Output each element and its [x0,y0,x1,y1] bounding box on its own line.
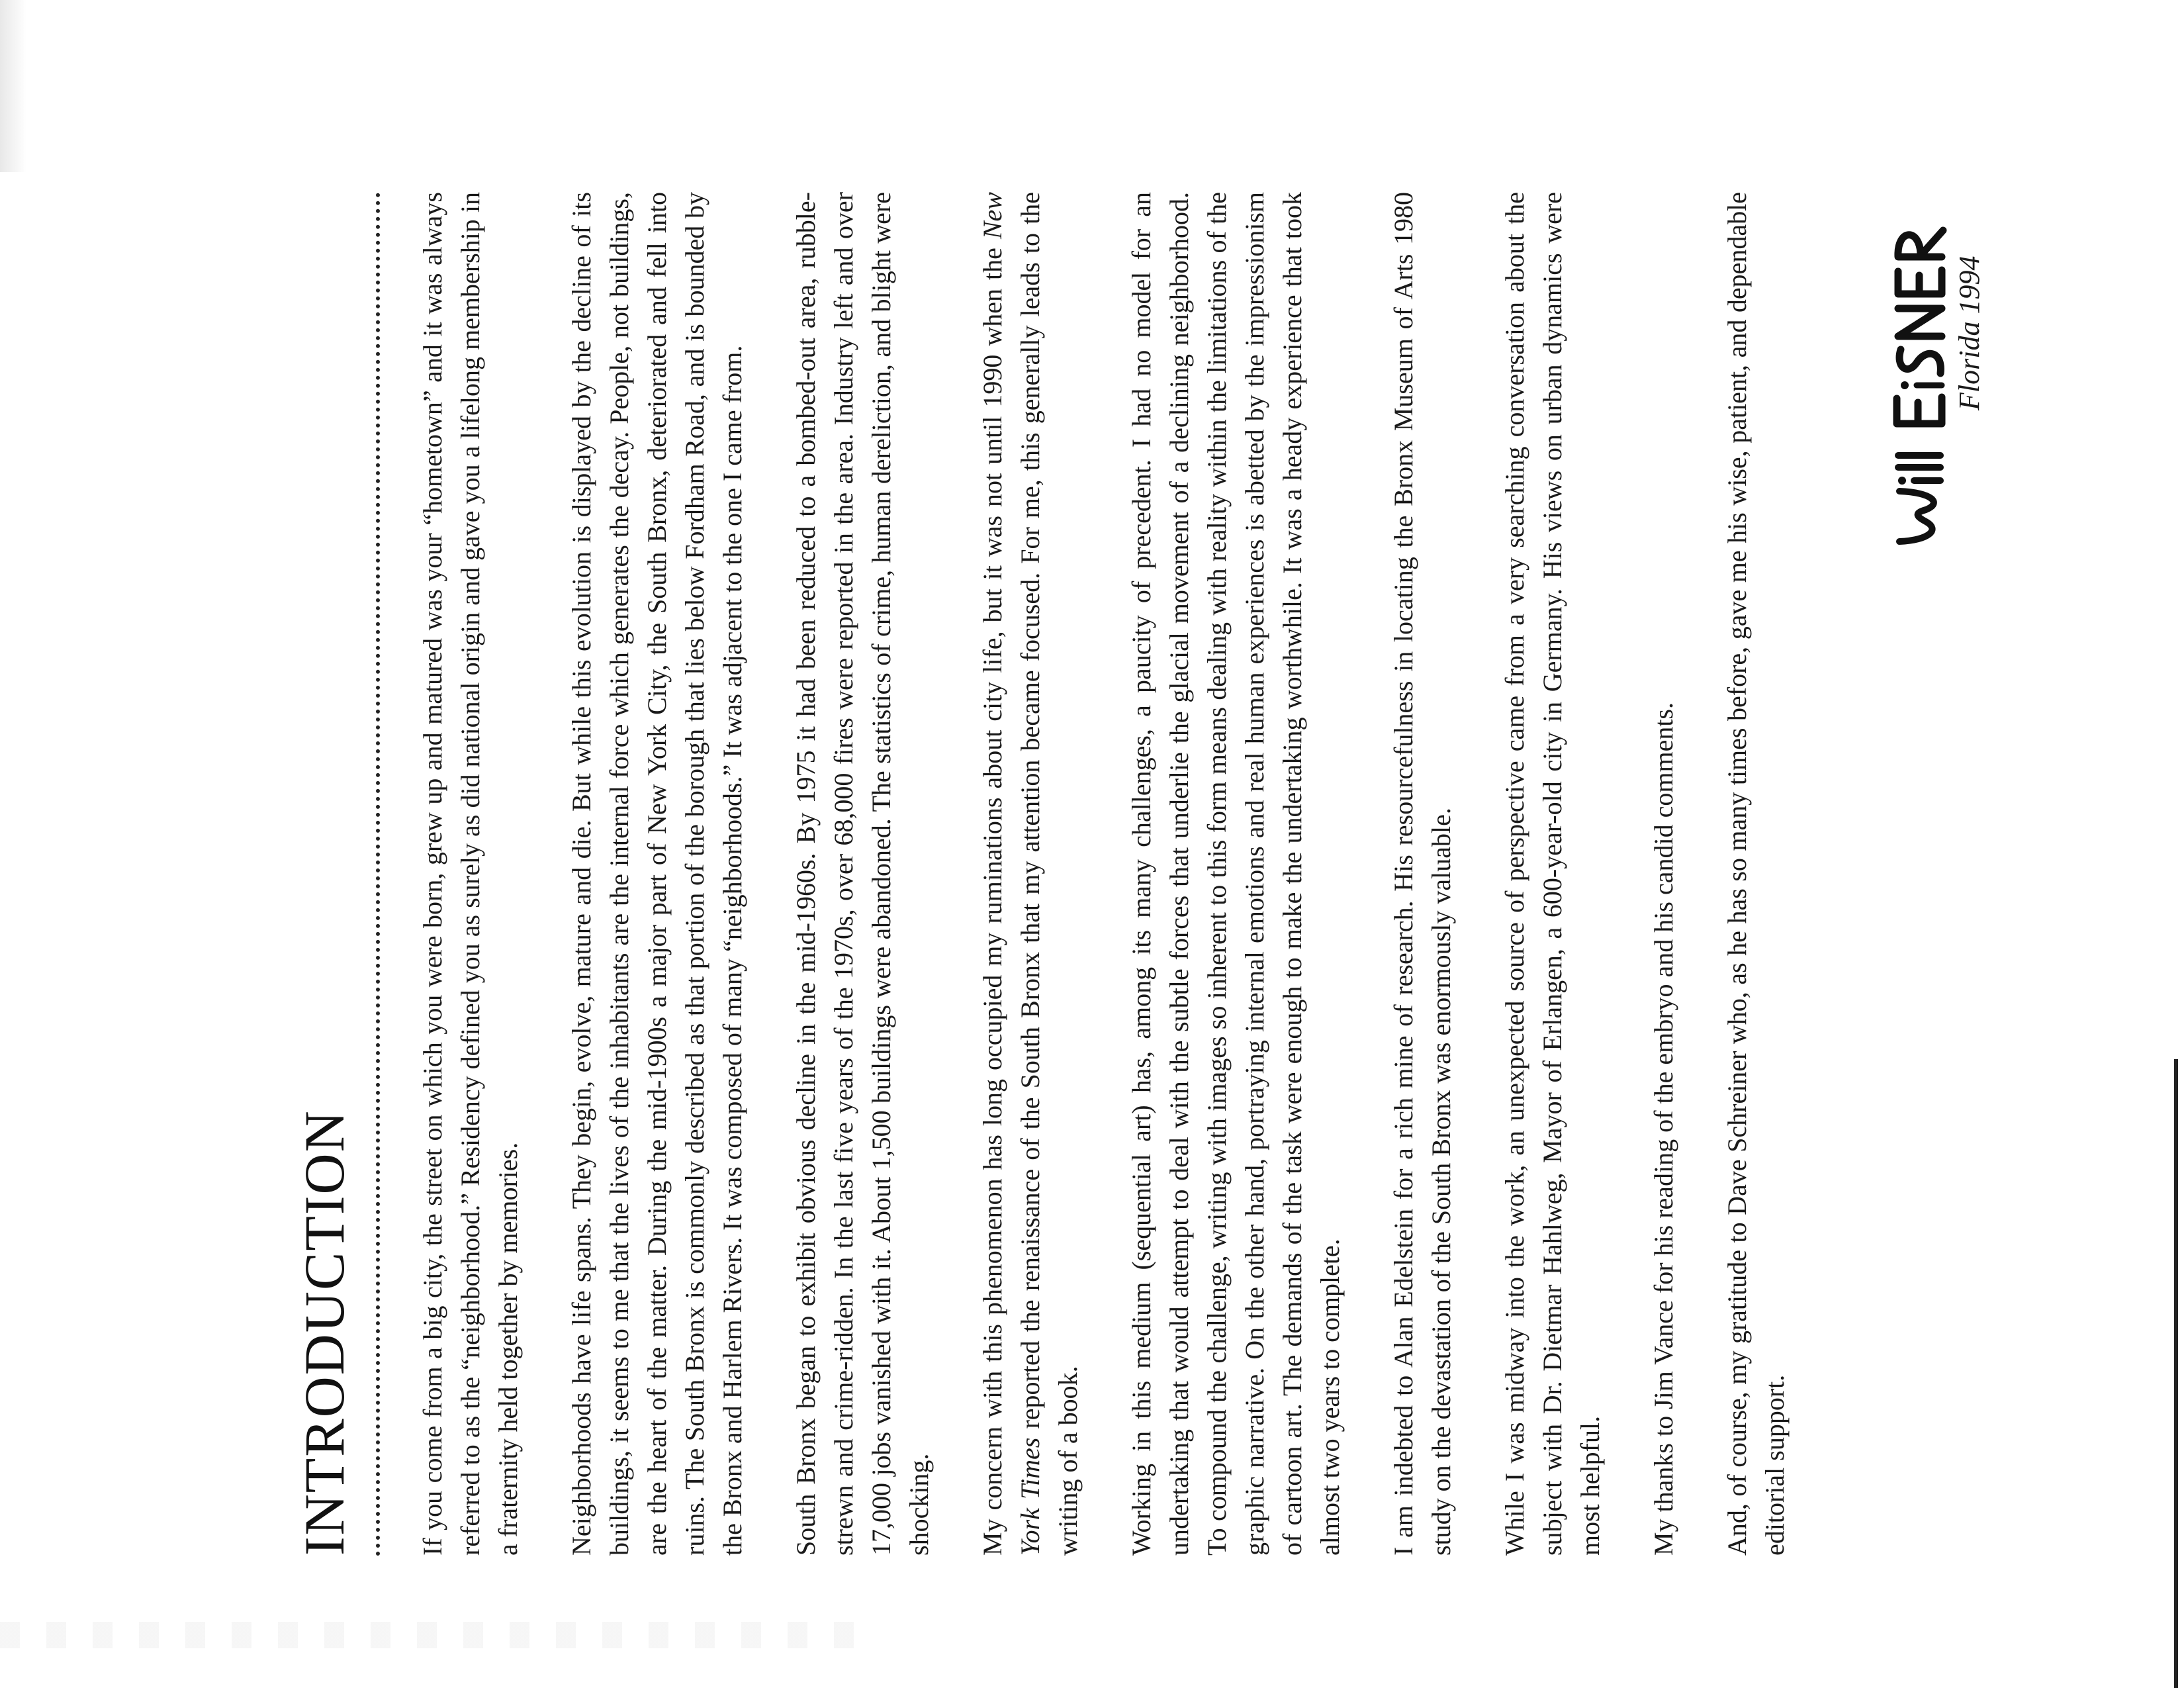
paragraph-3: South Bronx began to exhibit obvious decline in the mid-1960s. By 1975 it had been reduced to a bombed-out area, rubble-strewn and crime-ridden. In the last five years of the 1970s, over 68,000 fires were reported in the area. Industry left and over 17,000 jobs vanished with it. About 1,500 buildings were abandoned. The statistics of crime, human dereliction, and blight were shocking. [791,192,934,1556]
paragraph-6: I am indebted to Alan Edelstein for a rich mine of research. His resourcefulness in locating the Bronx Museum of Arts 1980 study on the devastation of the South Bronx was enormously valuable. [1388,192,1456,1556]
scan-line-artifact [2174,1059,2178,1688]
paragraph-2: Neighborhoods have life spans. They begin, evolve, mature and die. But while this evolution is displayed by the decline of its buildings, it seems to me that the lives of the inhabitants are the internal force which generates the decay. People, not buildings, are the heart of the matter. During the mid-1900s a major part of New York City, the South Bronx, deteriorated and fell into ruins. The South Bronx is commonly described as that portion of the borough that lies below Fordham Road, and is bounded by the Bronx and Harlem Rivers. It was composed of many “neighborhoods.” It was adjacent to the one I came from. [567,192,747,1556]
signature-block [1880,205,2012,549]
body-text [414,192,1829,1556]
paragraph-8: My thanks to Jim Vance for his reading of the embryo and his candid comments. [1649,702,1678,1556]
page-title: INTRODUCTION [293,1109,356,1556]
paragraph-4-text-after: reported the renaissance of the South Bronx that my attention became focused. For me, this generally leads to the writing of a book. [1015,192,1083,1556]
will-eisner-signature [1880,218,1952,549]
paragraph-4-text-before: My concern with this phenomenon has long occupied my ruminations about city life, but it was not until 1990 when the [978,239,1007,1556]
paragraph-9: And, of course, my gratitude to Dave Schreiner who, as he has so many times before, gave me his wise, patient, and dependable editorial support. [1722,192,1790,1556]
dotted-rule [376,192,380,1556]
title-block [291,172,380,1556]
newspaper-name: New York Times [978,192,1045,1556]
scan-edge-artifact [0,0,26,172]
paragraph-4 [974,192,1087,1556]
paragraph-1: If you come from a big city, the street on which you were born, grew up and matured was your “hometown” and it was always referred to as the “neighborhood.” Residency defined you as surely as did national origin and gave you a lifelong membership in a fraternity held together by memories. [418,192,523,1556]
paragraph-5: Working in this medium (sequential art) has, among its many challenges, a paucity of precedent. I had no model for an undertaking that would attempt to deal with the subtle forces that underlie the glacial movement of a declining neighborhood. To compound the challenge, writing with images so inherent to this form means dealing with reality within the limitations of the graphic narrative. On the other hand, portraying internal emotions and real human experiences is abetted by the impressionism of cartoon art. The demands of the task were enough to make the undertaking worthwhile. It was a heady experience that took almost two years to complete. [1126,192,1345,1556]
paragraph-7: While I was midway into the work, an unexpected source of perspective came from a very searching conversation about the subject with Dr. Dietmar Hahlweg, Mayor of Erlangen, a 600-year-old city in Germany. His views on urban dynamics were most helpful. [1500,192,1605,1556]
signature-place-date: Florida 1994 [1953,256,1985,410]
scan-bleed-artifact [0,1622,860,1648]
rotated-page [291,172,2012,1556]
